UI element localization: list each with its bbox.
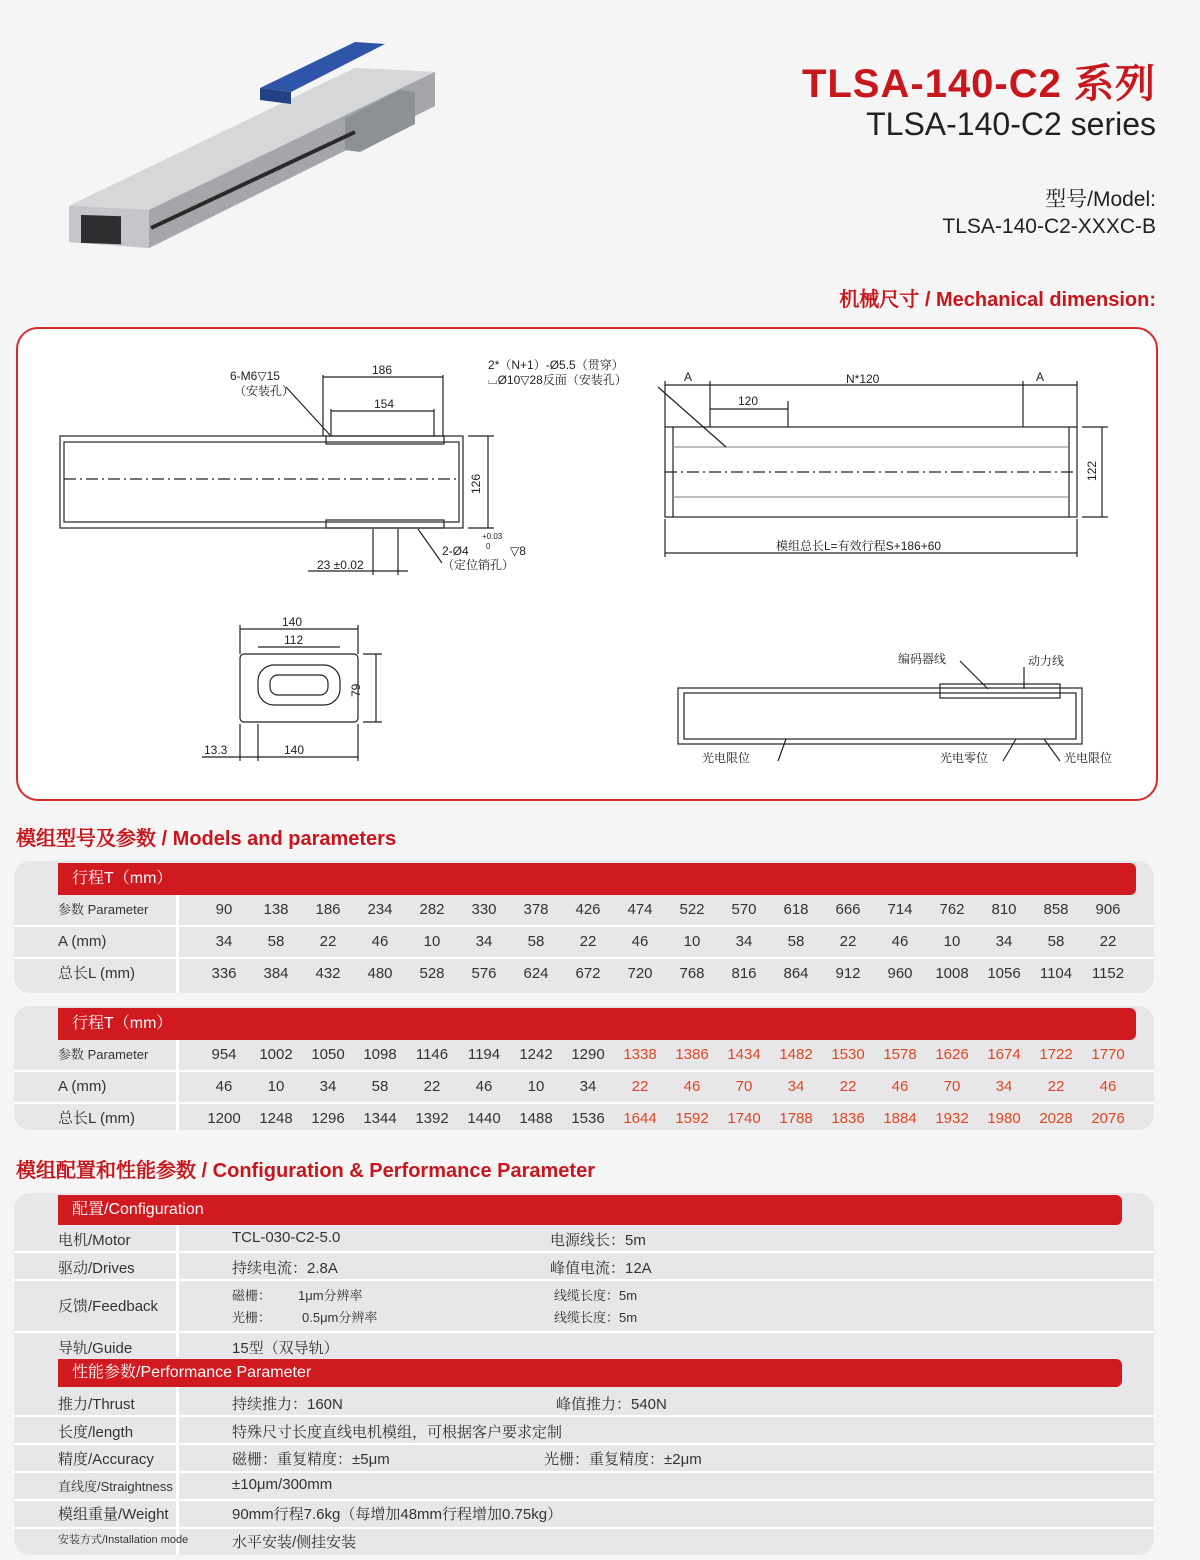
table-header: 行程T（mm） [58, 1008, 1136, 1040]
table-cell: 10 [267, 1078, 285, 1095]
table-cell: 954 [211, 1046, 237, 1063]
table-cell: 46 [1099, 1078, 1117, 1095]
table-cell: 22 [319, 933, 337, 950]
table-cell: 858 [1043, 901, 1069, 918]
table-cell: 330 [471, 901, 497, 918]
table-cell: 1434 [727, 1046, 761, 1063]
table-cell: 1248 [259, 1110, 293, 1127]
linear-module-image [55, 28, 445, 288]
table-cell: 1884 [883, 1110, 917, 1127]
table-cell: 522 [679, 901, 705, 918]
table-cell: 22 [1047, 1078, 1065, 1095]
dim-label: 140 [282, 615, 303, 629]
table-cell: 46 [371, 933, 389, 950]
config-table [14, 1193, 1154, 1555]
table-cell: 714 [887, 901, 913, 918]
row-label: 驱动/Drives [58, 1260, 135, 1277]
row-label: 参数 Parameter [58, 902, 149, 917]
table-cell: 58 [787, 933, 805, 950]
table-cell: 90 [215, 901, 233, 918]
table-cell: 1722 [1039, 1046, 1073, 1063]
row-value: 磁栅：重复精度：±5μm [232, 1451, 390, 1468]
row-label: 模组重量/Weight [58, 1506, 169, 1523]
row-value: 磁栅： [232, 1288, 272, 1303]
product-title-en: TLSA-140-C2 series [866, 106, 1156, 142]
row-value: 电源线长：5m [550, 1232, 646, 1249]
table-cell: 1152 [1091, 965, 1125, 982]
table-cell: 1194 [467, 1046, 501, 1063]
table-cell: 234 [367, 901, 393, 918]
row-label: 电机/Motor [58, 1232, 131, 1249]
row-label: A (mm) [58, 933, 107, 950]
table-cell: 1104 [1039, 965, 1073, 982]
table-cell: 1836 [831, 1110, 865, 1127]
row-label: 总长L (mm) [58, 965, 135, 982]
table-cell: 1674 [987, 1046, 1021, 1063]
row-value: 峰值推力：540N [556, 1396, 667, 1413]
table-cell: 22 [631, 1078, 649, 1095]
table-row [14, 895, 1154, 925]
row-label: 长度/length [58, 1424, 134, 1441]
table-cell: 1146 [415, 1046, 449, 1063]
table-cell: 1440 [467, 1110, 501, 1127]
row-value: ±10μm/300mm [232, 1476, 333, 1493]
dim-label: 23 ±0.02 [317, 558, 364, 572]
table-cell: 1482 [779, 1046, 813, 1063]
dim-label: ▽8 [510, 544, 526, 558]
row-label: 直线度/Straightness [58, 1479, 173, 1494]
table-cell: 46 [891, 1078, 909, 1095]
table-cell: 34 [319, 1078, 337, 1095]
table-header: 行程T（mm） [58, 863, 1136, 895]
table-cell: 1008 [935, 965, 969, 982]
table-cell: 1536 [571, 1110, 605, 1127]
table-cell: 1098 [363, 1046, 397, 1063]
table-cell: 1392 [415, 1110, 449, 1127]
table-row [14, 1040, 1154, 1070]
row-value: TCL-030-C2-5.0 [232, 1229, 341, 1246]
table-cell: 768 [679, 965, 705, 982]
table-cell: 10 [423, 933, 441, 950]
table-cell: 1592 [675, 1110, 709, 1127]
model-table-1 [14, 861, 1154, 993]
table-cell: 34 [995, 1078, 1013, 1095]
row-label: 参数 Parameter [58, 1047, 149, 1062]
table-cell: 22 [423, 1078, 441, 1095]
table-cell: 666 [835, 901, 861, 918]
table-cell: 1056 [987, 965, 1021, 982]
table-row [14, 959, 1154, 989]
table-cell: 1242 [519, 1046, 553, 1063]
table-cell: 22 [839, 933, 857, 950]
table-cell: 1338 [623, 1046, 657, 1063]
table-cell: 34 [215, 933, 233, 950]
table-cell: 570 [731, 901, 757, 918]
dim-label: N*120 [846, 372, 880, 386]
dim-label: A [684, 370, 693, 384]
table-cell: 10 [943, 933, 961, 950]
table-cell: 618 [783, 901, 809, 918]
dim-label: 126 [469, 473, 483, 494]
table-cell: 10 [527, 1078, 545, 1095]
dim-label: +0.03 [482, 532, 503, 541]
table-cell: 34 [735, 933, 753, 950]
dim-label: 154 [374, 397, 395, 411]
table-cell: 1200 [207, 1110, 241, 1127]
dim-label: 模组总长L=有效行程S+186+60 [776, 539, 942, 553]
table-cell: 426 [575, 901, 601, 918]
config-row-feedback [14, 1285, 1154, 1329]
dim-label: 122 [1085, 460, 1099, 481]
table-cell: 46 [215, 1078, 233, 1095]
table-cell: 58 [527, 933, 545, 950]
table-cell: 70 [735, 1078, 753, 1095]
table-cell: 960 [887, 965, 913, 982]
table-cell: 46 [475, 1078, 493, 1095]
row-label: 总长L (mm) [58, 1110, 135, 1127]
dim-label: 140 [284, 743, 305, 757]
mechanical-drawing [18, 329, 1156, 799]
row-value: 水平安装/侧挂安装 [232, 1534, 357, 1551]
dim-label: 6-M6▽15 [230, 369, 280, 383]
table-cell: 70 [943, 1078, 961, 1095]
perf-header: 性能参数/Performance Parameter [58, 1359, 1122, 1387]
table-cell: 10 [683, 933, 701, 950]
config-title: 模组配置和性能参数 / Configuration & Performance Parameter [16, 1160, 595, 1182]
row-value: 线缆长度：5m [554, 1288, 638, 1303]
row-value: 持续推力：160N [232, 1396, 343, 1413]
table-cell: 22 [579, 933, 597, 950]
table-cell: 34 [475, 933, 493, 950]
row-label: A (mm) [58, 1078, 107, 1095]
wiring-label: 动力线 [1028, 654, 1065, 668]
table-cell: 2028 [1039, 1110, 1073, 1127]
table-cell: 46 [891, 933, 909, 950]
table-cell: 1644 [623, 1110, 657, 1127]
table-cell: 672 [575, 965, 601, 982]
dim-label: 120 [738, 394, 759, 408]
table-cell: 58 [267, 933, 285, 950]
table-cell: 1344 [363, 1110, 397, 1127]
row-label: 导轨/Guide [58, 1340, 133, 1357]
product-title-cn: TLSA-140-C2 系列 [801, 62, 1156, 106]
row-value: 1μm分辨率 [298, 1288, 363, 1303]
row-label: 精度/Accuracy [58, 1451, 154, 1468]
table-cell: 480 [367, 965, 393, 982]
table-cell: 912 [835, 965, 861, 982]
model-table-2 [14, 1006, 1154, 1130]
table-cell: 1290 [571, 1046, 605, 1063]
table-cell: 378 [523, 901, 549, 918]
table-cell: 138 [263, 901, 289, 918]
table-cell: 528 [419, 965, 445, 982]
table-cell: 22 [1099, 933, 1117, 950]
row-value: 线缆长度：5m [554, 1310, 638, 1325]
dim-label: 79 [349, 683, 363, 697]
row-value: 0.5μm分辨率 [302, 1310, 378, 1325]
table-cell: 1770 [1091, 1046, 1125, 1063]
model-value: TLSA-140-C2-XXXC-B [942, 215, 1156, 238]
row-value: 峰值电流：12A [550, 1260, 652, 1277]
dim-label: 186 [372, 363, 393, 377]
wiring-label: 光电限位 [702, 751, 751, 765]
table-cell: 46 [631, 933, 649, 950]
table-cell: 282 [419, 901, 445, 918]
table-cell: 1740 [727, 1110, 761, 1127]
table-cell: 432 [315, 965, 341, 982]
wiring-label: 光电零位 [940, 751, 989, 765]
table-cell: 34 [787, 1078, 805, 1095]
dim-label: 2*（N+1）-Ø5.5（贯穿） [488, 358, 624, 372]
table-cell: 1386 [675, 1046, 709, 1063]
table-cell: 624 [523, 965, 549, 982]
table-cell: 336 [211, 965, 237, 982]
table-cell: 1788 [779, 1110, 813, 1127]
table-cell: 1932 [935, 1110, 969, 1127]
dim-label: 0 [486, 542, 491, 551]
table-cell: 576 [471, 965, 497, 982]
row-value: 90mm行程7.6kg（每增加48mm行程增加0.75kg） [232, 1506, 563, 1523]
row-value: 光栅： [232, 1310, 272, 1325]
table-cell: 186 [315, 901, 341, 918]
dim-label: （定位销孔） [442, 558, 515, 572]
table-cell: 1488 [519, 1110, 553, 1127]
dim-label: 2-Ø4 [442, 544, 469, 558]
dim-label: ⌴Ø10▽28反面（安装孔） [488, 373, 627, 387]
table-cell: 58 [371, 1078, 389, 1095]
table-row [14, 1104, 1154, 1134]
table-cell: 34 [579, 1078, 597, 1095]
table-cell: 1002 [259, 1046, 293, 1063]
table-cell: 1626 [935, 1046, 969, 1063]
dim-label: 13.3 [204, 743, 228, 757]
table-cell: 1578 [883, 1046, 917, 1063]
table-cell: 864 [783, 965, 809, 982]
row-label: 安装方式/Installation mode [58, 1534, 189, 1546]
models-title: 模组型号及参数 / Models and parameters [16, 828, 397, 850]
table-cell: 906 [1095, 901, 1121, 918]
table-cell: 384 [263, 965, 289, 982]
table-cell: 810 [991, 901, 1017, 918]
row-value: 特殊尺寸长度直线电机模组，可根据客户要求定制 [232, 1424, 563, 1441]
config-header: 配置/Configuration [58, 1195, 1122, 1225]
table-row [14, 927, 1154, 957]
table-cell: 1296 [311, 1110, 345, 1127]
table-cell: 762 [939, 901, 965, 918]
table-cell: 46 [683, 1078, 701, 1095]
row-label: 推力/Thrust [58, 1396, 135, 1413]
row-label: 反馈/Feedback [58, 1298, 159, 1315]
wiring-label: 光电限位 [1064, 751, 1113, 765]
row-value: 15型（双导轨） [232, 1340, 339, 1357]
table-cell: 1530 [831, 1046, 865, 1063]
table-cell: 2076 [1091, 1110, 1125, 1127]
table-cell: 474 [627, 901, 653, 918]
table-row [14, 1072, 1154, 1102]
model-label: 型号/Model: [1045, 188, 1156, 211]
row-value: 光栅：重复精度：±2μm [544, 1451, 702, 1468]
dim-label: （安装孔） [234, 384, 295, 398]
mech-dimension-title: 机械尺寸 / Mechanical dimension: [839, 289, 1156, 311]
wiring-label: 编码器线 [898, 652, 947, 666]
dim-label: A [1036, 370, 1045, 384]
product-render [55, 28, 445, 288]
table-cell: 1050 [311, 1046, 345, 1063]
table-cell: 1980 [987, 1110, 1021, 1127]
row-value: 持续电流：2.8A [232, 1260, 338, 1277]
table-cell: 34 [995, 933, 1013, 950]
table-cell: 816 [731, 965, 757, 982]
table-cell: 58 [1047, 933, 1065, 950]
dim-label: 112 [284, 633, 304, 647]
table-cell: 22 [839, 1078, 857, 1095]
mechanical-drawing-panel [16, 327, 1158, 801]
table-cell: 720 [627, 965, 653, 982]
